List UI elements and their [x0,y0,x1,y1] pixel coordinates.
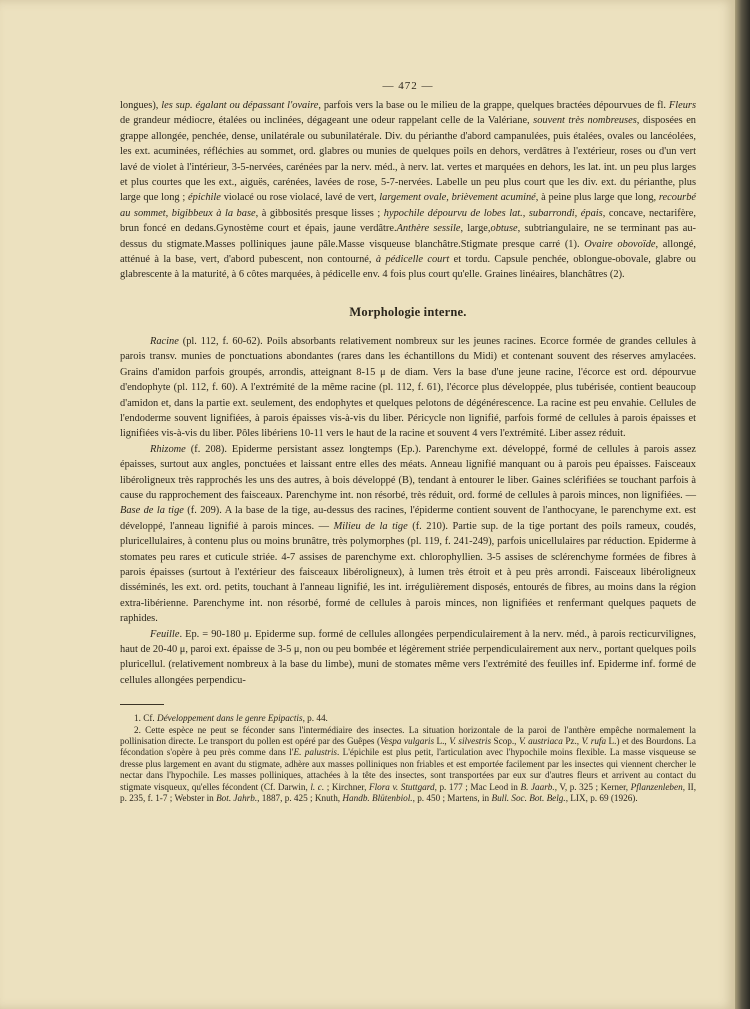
text: , subtriangulaire, ne se terminant pas au-dessus du stigmate.Masses polliniques jaune pâle.Masse visqueuse blanchâtre.Stigmate presque carré (1). [120,223,697,250]
italic-text: recourbé au sommet, bigibbeux à la base [120,192,697,219]
text: (f. 208). Epiderme persistant assez longtemps (Ep.). Parenchyme ext. développé, formé de cellules à parois assez épaisses, surtout aux angles, ponctuées et laissant entre elles des méats. Anneau lignifié manquant ou à parois peu épaisses. Faisceaux libéroligneux très rapprochés les uns des autres, à bois développé (B), tendant à entourer le liber. Gaines sclérifiées se touchant parfois à cause du rapprochement des faisceaux. Parenchyme int. non résorbé, très réduit, ord. formé de cellules à parois minces, non lignifiées. — [120,443,696,501]
text: 2. Cette espèce ne peut se féconder sans l'intermédiaire des insectes. La situation horizontale de la paroi de l'anthère empêche normalement la pollinisation directe. Le transport du pollen est opéré par des Guêpes ( [120,724,696,747]
italic-text: E. palustris [293,747,337,758]
italic-text: V. austriaca [518,736,563,747]
italic-text: Handb. Blütenbiol. [342,793,413,804]
text: L.) et des Bourdons. La fécondation s'opère à peu près comme dans l' [120,736,696,758]
text: , p. 177 ; Mac Leod in [434,781,521,792]
text: Pz., [562,736,582,747]
italic-text: Bull. Soc. Bot. Belg. [491,793,566,804]
book-binding-edge [735,0,750,1009]
footnote-divider [120,704,164,705]
text: , large, [460,223,491,235]
text: , à peine plus large que long, [535,192,659,204]
italic-text: largement ovale, brièvement acuminé [379,192,536,204]
italic-text: V. silvestris [449,736,492,747]
text: , p. 44. [302,713,328,724]
text: , LIX, p. 69 (1926). [565,793,638,804]
text: L., [434,736,450,747]
section-term: Racine [150,335,179,347]
section-term: Feuille [150,628,180,640]
text: et tordu. Capsule penchée, oblongue-obovale, glabre ou glabrescente à la maturité, à 6 côtes marquées, à pédicelle env. 4 fois plus court qu'elle. Graines linéaires, blanchâtres (2). [120,254,696,281]
footnotes [120,713,696,804]
text: (pl. 112, f. 60-62). Poils absorbants relativement nombreux sur les jeunes racines. Ecorce formée de grandes cellules à parois transv. munies de ponctuations abondantes (rares dans les échantillons du Midi) et contenant souvent des réserves amylacées. Grains d'amidon parfois groupés, arrondis, atteignant 8-15 μ de diam. Vers la base d'une jeune racine, l'écorce est ord. dépourvue d'endophyte (pl. 112, f. 60). A l'extrémité de la même racine (pl. 112, f. 61), l'écorce plus développée, plus tubérisée, contient beaucoup d'amidon et, dans la partie ext. seulement, des endophytes et quelques pelotons de dégénérescence. La racine est peu envahie. Cellules de l'endoderme souvent lignifiées, à parois épaisses vis-à-vis du liber. Péricycle non lignifié, parfois formé de cellules à parois épaisses et lignifiées vis-à-vis du liber. Pôles libériens 10-11 vers le haut de la racine et souvent 4 vers l'extrémité. Liber assez réduit. [120,335,696,440]
text: , concave, nectarifère, brun foncé en dedans.Gynostème court et épais, jaune verdâtre. [120,207,696,235]
footnote-2 [120,725,696,805]
italic-text: Flora v. Stuttgard [368,781,435,792]
italic-text: B. Jaarb. [520,781,555,792]
italic-text: Pflanzenleben [630,781,683,792]
italic-text: Vespa vulgaris [380,736,435,747]
italic-text: Ovaire obovoïde [584,238,656,250]
italic-text: l. c. [310,781,325,792]
description-paragraph [120,98,696,283]
page-content [120,80,697,804]
rhizome-paragraph [120,442,696,627]
text: , II, p. 235, f. 1-7 ; Webster in [120,781,696,804]
racine-paragraph [120,334,696,442]
text: , p. 450 ; Martens, in [412,793,492,804]
text: . L'épichile est plus petit, l'articulation avec l'hypochile moins flexible. La masse visqueuse se dresse plus largement en avant du stigmate, adhère aux masses polliniques non friables et est emportée facilement par les insectes qui viennent chercher le nectar dans l'hypochile. Les masses polliniques, attachées à la tête des insectes, sont transportées par eux sur d'autres fleurs et arrivent au contact du stigmate visqueux, qu'elles fécondent (Cf. Darwin, [120,747,696,792]
text: , disposées en grappe allongée, penchée, dense, unilatérale ou subunilatérale. Div. du périanthe d'abord campanulées, puis étalées, ovales ou lancéolées, les ext. acuminées, réfléchies au sommet, ord. glabres ou munies de quelques poils en dehors, verdâtres à l'extérieur, roses ou d'un vert lavé de violet à l'intérieur, 3-5-nervées, carénées par la nerv. méd., à nerv. lat. vertes et marquées en dehors, les lat. int. un peu plus larges et plus courtes que les ext., aiguës, carénées, lavées de rose, 5-7-nervées. Labelle un peu plus court que les div. ext. du périanthe, plus large que long ; [120,115,696,204]
italic-text: les sup. égalant ou dépassant l'ovaire [161,100,319,111]
footnote-1 [120,713,696,724]
italic-text: à pédicelle court [375,254,450,266]
text: . Ep. = 90-180 μ. Epiderme sup. formé de cellules allongées perpendiculairement à la nerv. méd., à parois recticurvilignes, haut de 20-40 μ, paroi ext. épaisse de 3-5 μ, non ou peu bombée et légèrement striée perpendiculairement aux nerv., portant quelques poils pluricellul. (relativement nombreux à la base du limbe), muni de stomates même vers l'extrémité des feuilles inf. Epiderme inf. formé de cellules allongées perpendicu- [120,628,696,686]
italic-text: Fleurs [668,100,697,111]
italic-text: Bot. Jahrb. [216,793,258,804]
text: Scop., [491,736,519,747]
section-term: Base de la tige [120,505,184,517]
text: , allongé, atténué à la base, vert, d'abord pubescent, non contourné, [120,238,696,266]
section-heading: Morphologie interne. [349,304,467,319]
text: 1. Cf. [134,713,157,724]
feuille-paragraph [120,627,696,689]
text: longues), [120,100,162,111]
text: (f. 210). Partie sup. de la tige portant des poils rameux, coudés, pluricellulaires, à contenu plus ou moins brunâtre, très polymorphes (pl. 119, f. 241-249), parfois unicellulaires par réduction. Epiderme à stomates peu rares et cuticule striée. 4-7 assises de parenchyme ext. chlorophyllien. 3-5 assises de sclérenchyme formées de fibres à parois épaisses (surtout à l'extérieur des faisceaux libéroligneux), à lumen très étroit et à peu près arrondi. Faisceaux libéroligneux disséminés, les ext. ord. petits, touchant à l'anneau lignifié, les int. irrégulièrement disposés, entourés de fibres, au moins dans la région extra-libérienne. Parenchyme int. non résorbé, formé de cellules à parois minces, non lignifiées et renfermant quelques paquets de raphides. [120,520,696,625]
section-term: Milieu de la tige [333,520,408,532]
text: , 1887, p. 425 ; Knuth, [257,793,343,804]
italic-text: obtuse [490,223,518,235]
italic-text: Développement dans le genre Epipactis [156,713,303,724]
text: (f. 209). A la base de la tige, au-dessus des racines, l'épiderme contient souvent de l'anthocyane, le parenchyme ext. est développé, l'anneau lignifié à parois minces. — [120,505,696,532]
italic-text: hypochile dépourvu de lobes lat., subarrondi, épais [383,207,603,219]
italic-text: Anthère sessile [396,223,461,235]
italic-text: souvent très nombreuses [533,115,637,127]
page-number: — 472 — [382,80,434,92]
text: violacé ou rose violacé, lavé de vert, [220,192,380,204]
text: , parfois vers la base ou le milieu de la grappe, quelques bractées dépourvues de fl. [318,100,669,111]
text: , à gibbosités presque lisses ; [255,207,384,219]
italic-text: V. rufa [581,736,607,747]
text: de grandeur médiocre, étalées ou inclinées, dégageant une odeur rappelant celle de la Valériane, [120,115,534,127]
text: ; Kirchner, [324,781,369,792]
italic-text: épichile [188,192,221,204]
section-term: Rhizome [150,443,186,455]
text: , V, p. 325 ; Kerner, [554,781,631,792]
